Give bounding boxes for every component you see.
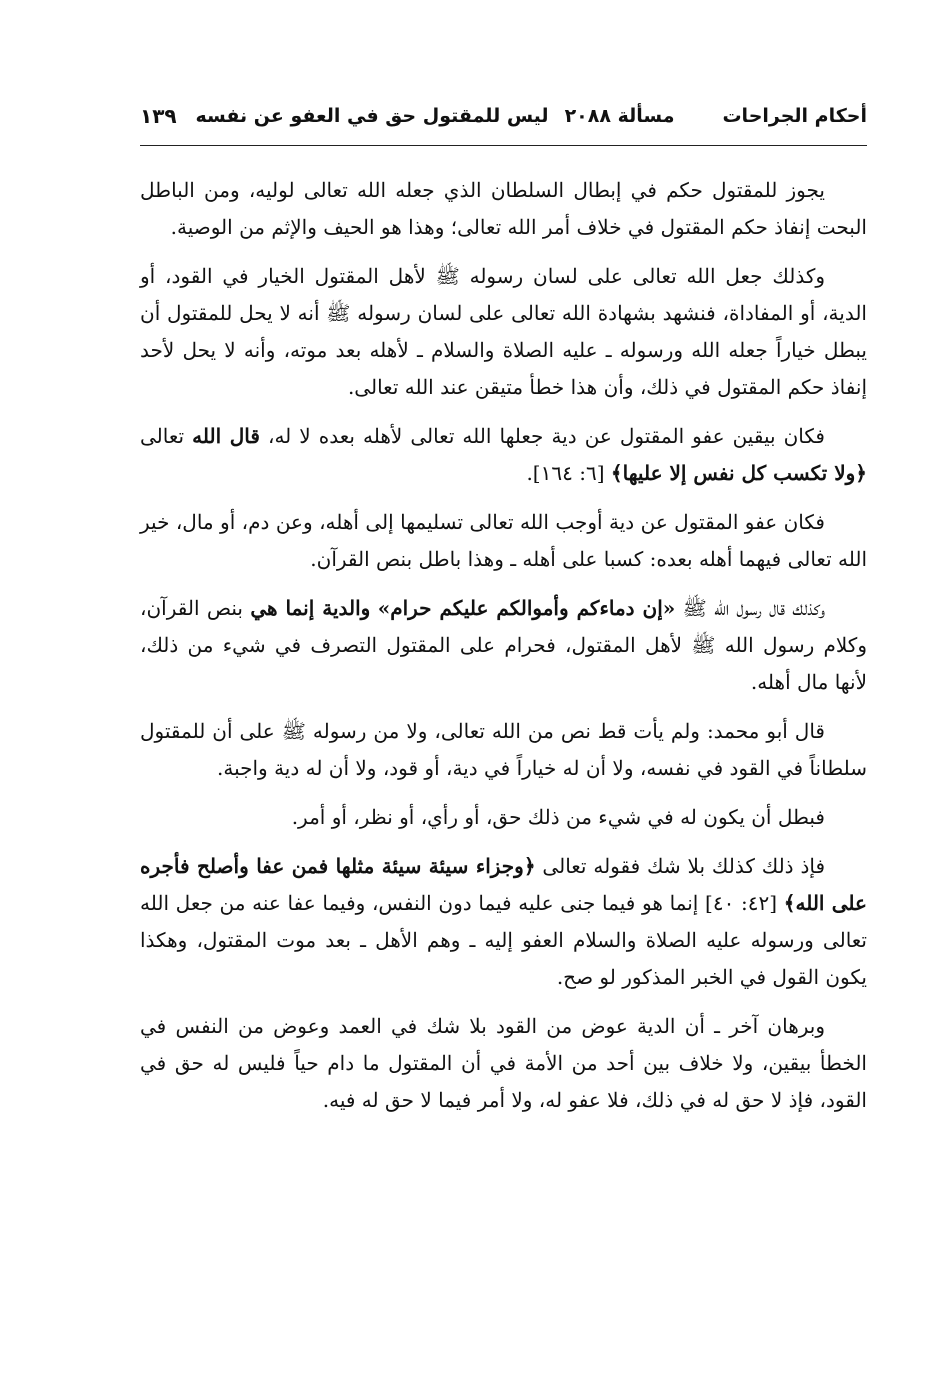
hadith-quote: «إن دماءكم وأموالكم عليكم حرام» (377, 596, 676, 620)
book-title: أحكام الجراحات (722, 105, 867, 127)
text-run: تعالى (140, 424, 193, 448)
text-run: وكذلك قال رسول الله ﷺ (675, 596, 826, 620)
paragraph-8 (140, 848, 867, 996)
text-run (370, 596, 377, 620)
page-header (140, 96, 867, 136)
paragraph-5 (140, 590, 867, 701)
text-run: قال أبو محمد: ولم يأت قط نص من الله تعالى، ولا من رسوله ﷺ على أن للمقتول سلطاناً في القود في نفسه، ولا أن له خياراً في دية، أو قود، ولا أن له دية واجبة. (140, 719, 867, 780)
paragraph-1 (140, 172, 867, 246)
bold-text-run: قال الله (192, 424, 260, 448)
issue-topic: ليس للمقتول حق في العفو عن نفسه (195, 105, 549, 127)
text-run: فإذ ذلك كذلك بلا شك فقوله تعالى (535, 854, 825, 878)
page-number: ١٣٩ (140, 104, 177, 128)
issue-number: مسألة ٢٠٨٨ (564, 105, 675, 127)
text-run: فكان عفو المقتول عن دية أوجب الله تعالى تسليمها إلى أهله، وعن دم، أو مال، خير الله تعالى فيهما أهله بعده: كسبا على أهله ـ وهذا باطل بنص القرآن. (140, 510, 867, 571)
bold-text-run: والدية إنما هي (250, 596, 371, 620)
header-rule (140, 145, 867, 146)
paragraph-2 (140, 258, 867, 406)
paragraph-7 (140, 799, 867, 836)
text-run: فكان بيقين عفو المقتول عن دية جعلها الله تعالى لأهله بعده لا له، (259, 424, 825, 448)
body-text (140, 172, 867, 1131)
paragraph-6 (140, 713, 867, 787)
text-run: بنص القرآن، وكلام رسول الله ﷺ لأهل المقتول، فحرام على المقتول التصرف في شيء من ذلك، لأنها مال أهله. (140, 596, 867, 694)
quran-quote: ﴿وجزاء سيئة سيئة مثلها فمن عفا وأصلح فأجره على الله﴾ (140, 854, 867, 915)
quran-quote: ﴿ولا تكسب كل نفس إلا عليها﴾ (610, 461, 867, 485)
text-run: يجوز للمقتول حكم في إبطال السلطان الذي جعله الله تعالى لوليه، ومن الباطل البحت إنفاذ حكم المقتول في خلاف أمر الله تعالى؛ وهذا هو الحيف والإثم من الوصية. (140, 178, 867, 239)
paragraph-9 (140, 1008, 867, 1119)
paragraph-3 (140, 418, 867, 492)
paragraph-4 (140, 504, 867, 578)
text-run: فبطل أن يكون له في شيء من ذلك حق، أو رأي، أو نظر، أو أمر. (291, 805, 825, 829)
verse-reference: [٦: ١٦٤]. (526, 461, 611, 485)
text-run: [٤٢: ٤٠] إنما هو فيما جنى عليه فيما دون النفس، وفيما عفا عنه من جعل الله تعالى ورسوله عليه الصلاة والسلام العفو إليه ـ وهم الأهل ـ بعد موت المقتول، وهكذا يكون القول في الخبر المذكور لو صح. (140, 891, 867, 989)
text-run: وبرهان آخر ـ أن الدية عوض من القود بلا شك في العمد وعوض من النفس في الخطأ بيقين، ولا خلاف بين أحد من الأمة في أن المقتول ما دام حياً فليس له حق في القود، فإذ لا حق له في ذلك، فلا عفو له، ولا أمر فيما لا حق له فيه. (140, 1014, 867, 1112)
text-run: وكذلك جعل الله تعالى على لسان رسوله ﷺ لأهل المقتول الخيار في القود، أو الدية، أو المفاداة، فنشهد بشهادة الله تعالى على لسان رسوله ﷺ أنه لا يحل للمقتول أن يبطل خياراً جعله الله ورسوله ـ عليه الصلاة والسلام ـ لأهله بعد موته، وأنه لا يحل لأحد إنفاذ حكم المقتول في ذلك، وأن هذا خطأ متيقن عند الله تعالى. (140, 264, 867, 399)
